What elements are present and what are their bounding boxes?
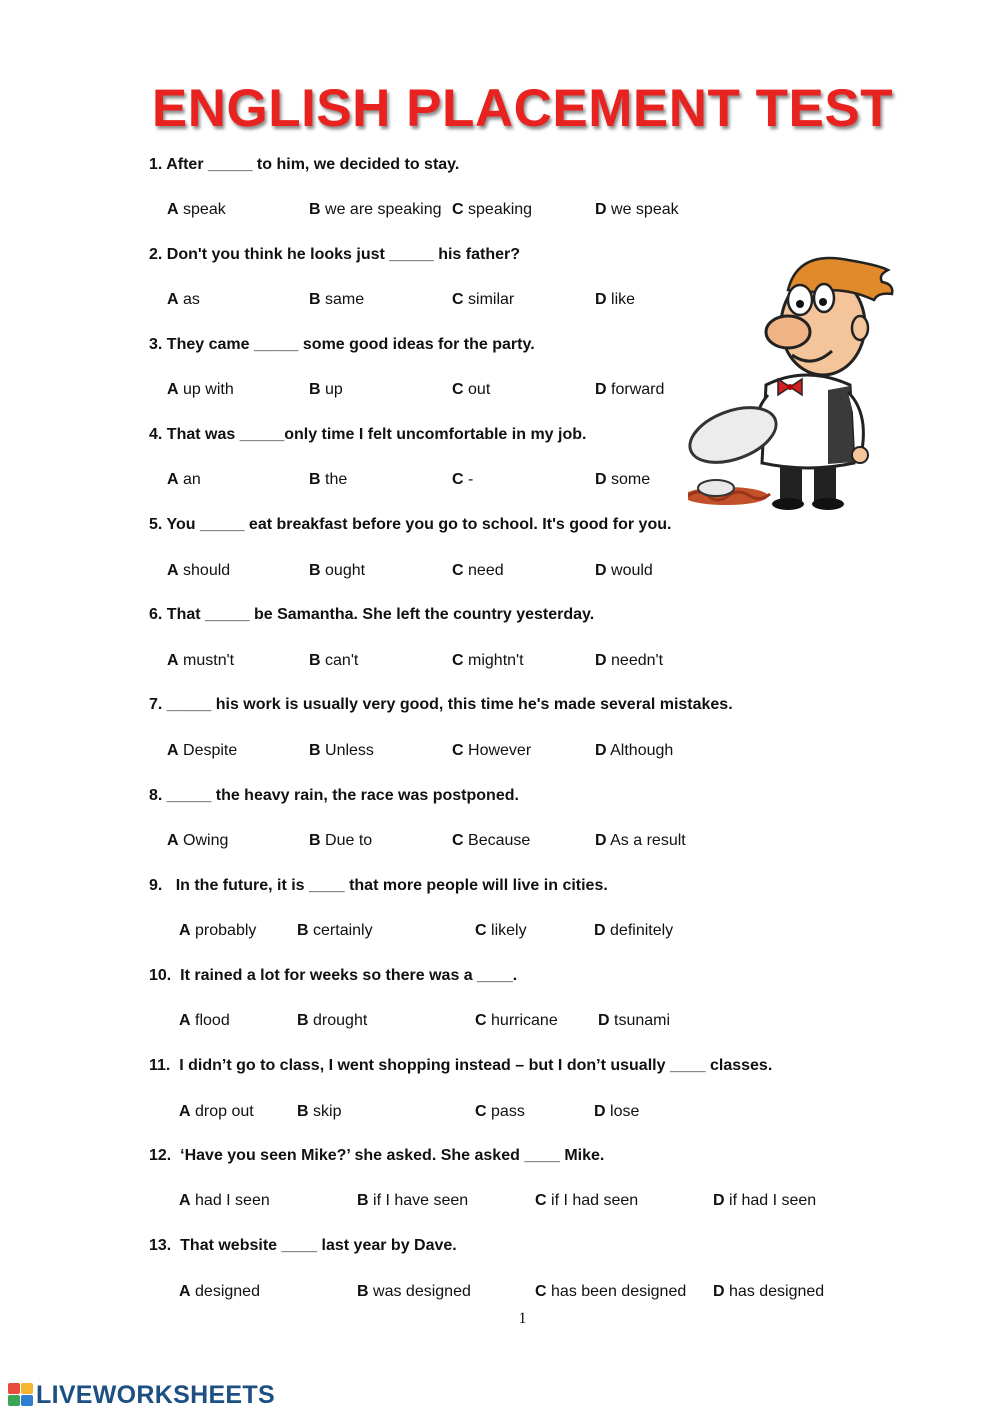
option-b[interactable]: B Due to xyxy=(309,832,373,849)
question-text: Don't you think he looks just _____ his father? xyxy=(166,246,520,263)
option-b[interactable]: B ought xyxy=(309,562,366,579)
option-a[interactable]: A Despite xyxy=(167,742,238,759)
question-number: 5. xyxy=(149,516,163,533)
option-b[interactable]: B Unless xyxy=(309,742,374,759)
question-text: I didn’t go to class, I went shopping instead – but I don’t usually ____ classes. xyxy=(179,1057,773,1074)
question-text: That _____ be Samantha. She left the country yesterday. xyxy=(166,606,595,623)
question-number: 9. xyxy=(149,877,163,894)
question-number: 3. xyxy=(149,336,163,353)
waiter-cartoon-illustration xyxy=(688,250,898,512)
question-number: 1. xyxy=(149,156,163,173)
liveworksheets-logo-icon xyxy=(8,1383,34,1407)
question-3 xyxy=(149,336,535,354)
page-number: 1 xyxy=(518,1310,527,1327)
option-d[interactable]: D would xyxy=(595,562,653,579)
question-number: 10. xyxy=(149,967,172,984)
question-number: 8. xyxy=(149,787,163,804)
option-b[interactable]: B certainly xyxy=(297,922,373,939)
option-b[interactable]: B same xyxy=(309,291,365,308)
option-c[interactable]: C - xyxy=(452,471,474,488)
option-a[interactable]: A had I seen xyxy=(179,1192,270,1209)
question-9 xyxy=(149,877,608,895)
question-number: 6. xyxy=(149,606,163,623)
option-a[interactable]: A as xyxy=(167,291,200,308)
page-title: ENGLISH PLACEMENT TEST xyxy=(151,79,894,138)
option-d[interactable]: D if had I seen xyxy=(713,1192,817,1209)
option-a[interactable]: A designed xyxy=(179,1283,260,1300)
option-d[interactable]: D we speak xyxy=(595,201,679,218)
option-d[interactable]: D tsunami xyxy=(598,1012,671,1029)
question-5 xyxy=(149,516,671,534)
option-c[interactable]: C mightn't xyxy=(452,652,524,669)
option-c[interactable]: C pass xyxy=(475,1103,525,1120)
question-4 xyxy=(149,426,586,444)
option-b[interactable]: B drought xyxy=(297,1012,368,1029)
option-c[interactable]: C likely xyxy=(475,922,527,939)
option-d[interactable]: D forward xyxy=(595,381,665,398)
option-c[interactable]: C if I had seen xyxy=(535,1192,639,1209)
question-6 xyxy=(149,606,594,624)
option-a[interactable]: A flood xyxy=(179,1012,230,1029)
option-b[interactable]: B if I have seen xyxy=(357,1192,469,1209)
option-b[interactable]: B the xyxy=(309,471,348,488)
question-8 xyxy=(149,787,519,805)
question-text: ‘Have you seen Mike?’ she asked. She asked ____ Mike. xyxy=(180,1147,605,1164)
option-c[interactable]: C out xyxy=(452,381,491,398)
option-d[interactable]: D lose xyxy=(594,1103,640,1120)
option-a[interactable]: A speak xyxy=(167,201,226,218)
option-a[interactable]: A Owing xyxy=(167,832,229,849)
question-10 xyxy=(149,967,517,985)
question-text: They came _____ some good ideas for the party. xyxy=(166,336,535,353)
question-11 xyxy=(149,1057,772,1075)
option-b[interactable]: B we are speaking xyxy=(309,201,442,218)
question-number: 11. xyxy=(149,1057,171,1074)
question-1 xyxy=(149,156,459,174)
option-d[interactable]: D definitely xyxy=(594,922,674,939)
option-c[interactable]: C Because xyxy=(452,832,531,849)
option-b[interactable]: B up xyxy=(309,381,343,398)
option-c[interactable]: C need xyxy=(452,562,504,579)
question-number: 4. xyxy=(149,426,163,443)
option-a[interactable]: A probably xyxy=(179,922,257,939)
question-number: 7. xyxy=(149,696,163,713)
question-7 xyxy=(149,696,733,714)
question-text: After _____ to him, we decided to stay. xyxy=(166,156,460,173)
question-text: _____ the heavy rain, the race was postponed. xyxy=(166,787,519,804)
question-13 xyxy=(149,1237,457,1255)
option-c[interactable]: C has been designed xyxy=(535,1283,687,1300)
option-b[interactable]: B skip xyxy=(297,1103,342,1120)
question-text: _____ his work is usually very good, this time he's made several mistakes. xyxy=(166,696,733,713)
option-c[interactable]: C However xyxy=(452,742,532,759)
option-a[interactable]: A up with xyxy=(167,381,234,398)
option-b[interactable]: B can't xyxy=(309,652,359,669)
option-a[interactable]: A should xyxy=(167,562,231,579)
option-d[interactable]: D like xyxy=(595,291,636,308)
option-d[interactable]: D needn't xyxy=(595,652,664,669)
option-d[interactable]: D As a result xyxy=(595,832,686,849)
brand-name: LIVEWORKSHEETS xyxy=(36,1380,275,1409)
question-text: That website ____ last year by Dave. xyxy=(180,1237,457,1254)
option-a[interactable]: A drop out xyxy=(179,1103,254,1120)
option-c[interactable]: C hurricane xyxy=(475,1012,558,1029)
option-d[interactable]: D some xyxy=(595,471,651,488)
option-a[interactable]: A an xyxy=(167,471,201,488)
question-text: In the future, it is ____ that more people will live in cities. xyxy=(175,877,608,894)
question-text: You _____ eat breakfast before you go to school. It's good for you. xyxy=(166,516,672,533)
liveworksheets-logo[interactable] xyxy=(8,1382,275,1408)
option-c[interactable]: C similar xyxy=(452,291,515,308)
option-b[interactable]: B was designed xyxy=(357,1283,471,1300)
question-text: That was _____only time I felt uncomfortable in my job. xyxy=(166,426,587,443)
option-c[interactable]: C speaking xyxy=(452,201,533,218)
option-d[interactable]: D has designed xyxy=(713,1283,825,1300)
question-text: It rained a lot for weeks so there was a ____. xyxy=(180,967,518,984)
option-d[interactable]: D Although xyxy=(595,742,674,759)
question-12 xyxy=(149,1147,604,1165)
question-number: 2. xyxy=(149,246,163,263)
option-a[interactable]: A mustn't xyxy=(167,652,235,669)
question-number: 12. xyxy=(149,1147,172,1164)
question-2 xyxy=(149,246,520,264)
question-number: 13. xyxy=(149,1237,172,1254)
